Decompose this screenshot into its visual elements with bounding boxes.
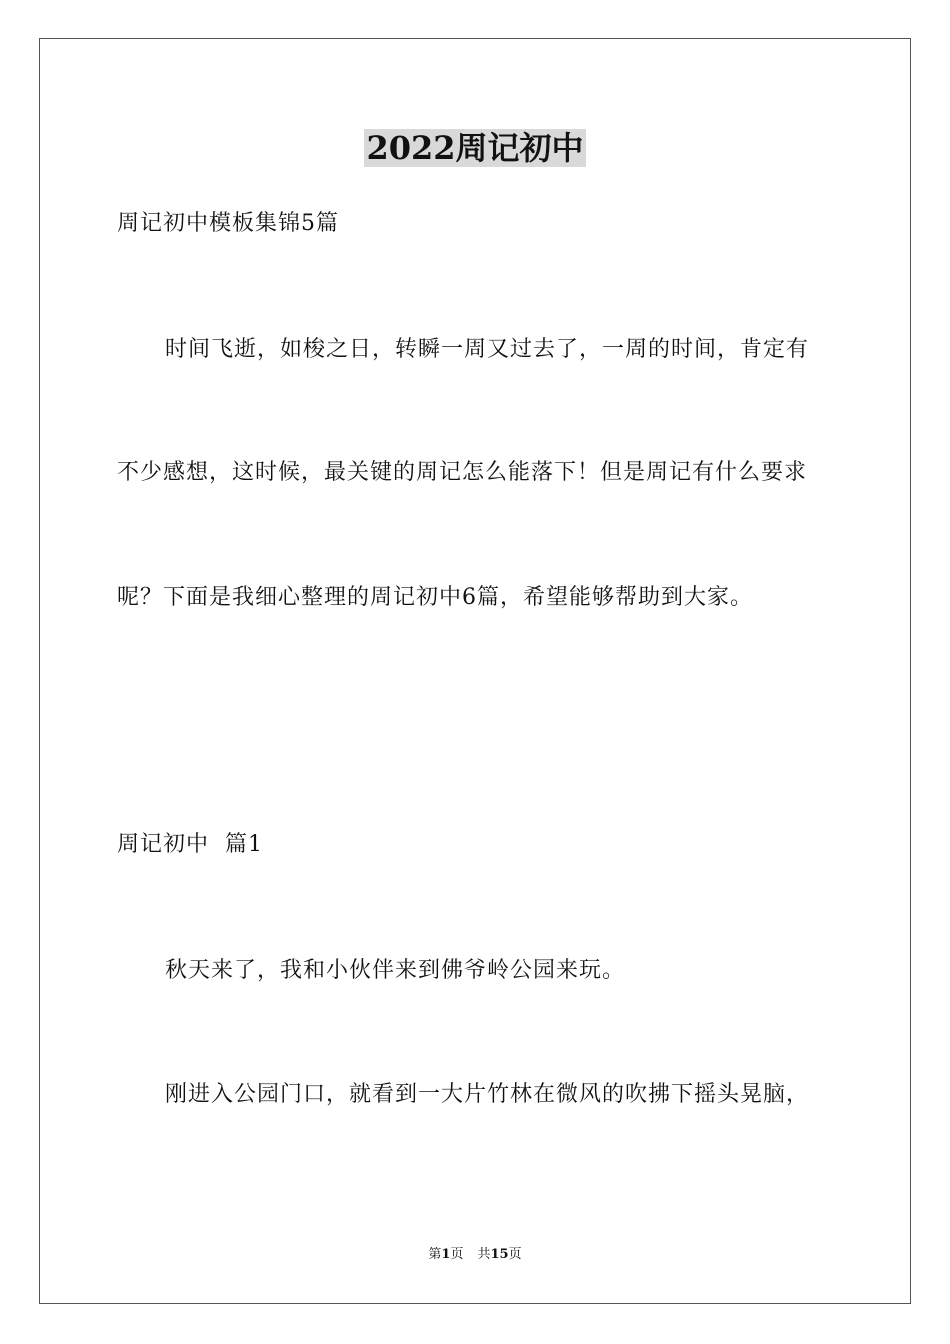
footer-page-current: 1: [441, 1247, 451, 1262]
document-title: [0, 125, 950, 171]
document-subtitle: 周记初中模板集锦5篇: [117, 211, 339, 236]
section-line-2: 刚进入公园门口，就看到一大片竹林在微风的吹拂下摇头晃脑，: [165, 1082, 810, 1107]
section-line-1: 秋天来了，我和小伙伴来到佛爷岭公园来玩。: [165, 958, 626, 983]
footer-total-suffix: 页: [508, 1247, 522, 1262]
document-title-text: 2022周记初中: [366, 129, 584, 167]
intro-line-2: 不少感想，这时候，最关键的周记怎么能落下！但是周记有什么要求: [117, 460, 808, 485]
section-heading: 周记初中 篇1: [117, 832, 263, 857]
footer-page-prefix: 第: [428, 1247, 442, 1262]
page-footer: [0, 1246, 950, 1264]
footer-page-total: 15: [490, 1247, 509, 1262]
intro-line-3: 呢？下面是我细心整理的周记初中6篇，希望能够帮助到大家。: [117, 585, 753, 610]
intro-line-1: 时间飞逝，如梭之日，转瞬一周又过去了，一周的时间，肯定有: [165, 337, 810, 362]
footer-total-prefix: 共: [477, 1247, 491, 1262]
footer-page-suffix: 页: [450, 1247, 464, 1262]
